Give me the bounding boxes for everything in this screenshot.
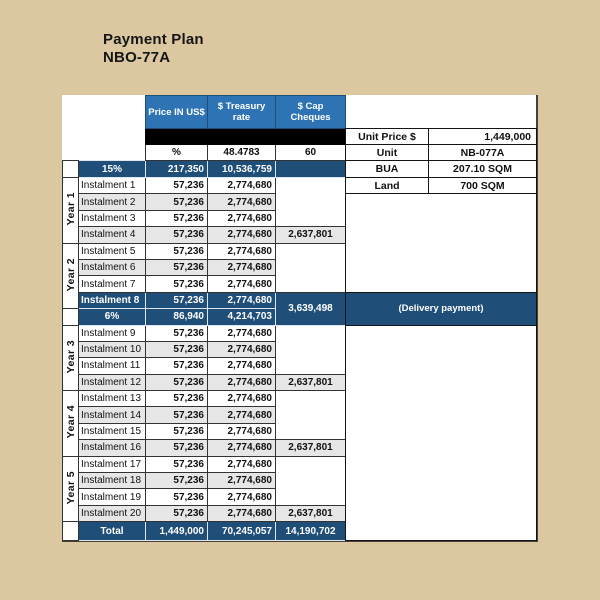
year-1-cell	[63, 178, 79, 244]
corner-blank-cell	[63, 96, 146, 129]
deposit-row	[63, 161, 346, 178]
treasury-cell: 2,774,680	[208, 227, 276, 243]
treasury-cell: 2,774,680	[208, 341, 276, 357]
delivery-treasury: 4,214,703	[208, 309, 276, 325]
empty-box-row	[346, 325, 537, 540]
instalment-label: Instalment 19	[79, 489, 146, 505]
spreadsheet-area	[62, 95, 538, 542]
cheque-count-cell: 60	[276, 145, 346, 161]
price-cell: 57,236	[146, 423, 208, 439]
unit-value: NB-077A	[429, 145, 537, 161]
black-band-row	[63, 129, 346, 145]
unit-label: Unit	[346, 145, 429, 161]
year-3-cell	[63, 325, 79, 391]
price-cell: 57,236	[146, 473, 208, 489]
table-row	[63, 391, 346, 407]
cap-empty-cell	[276, 456, 346, 505]
price-cell: 57,236	[146, 243, 208, 259]
treasury-cell: 2,774,680	[208, 391, 276, 407]
price-cell: 57,236	[146, 374, 208, 390]
treasury-cell: 2,774,680	[208, 276, 276, 292]
total-cap-cheques: 14,190,702	[276, 522, 346, 541]
instalment-label: Instalment 8	[79, 292, 146, 308]
instalment-label: Instalment 4	[79, 227, 146, 243]
payment-plan-table	[62, 95, 346, 541]
total-label: Total	[79, 522, 146, 541]
treasury-cell: 2,774,680	[208, 178, 276, 194]
header-row	[63, 96, 346, 129]
treasury-cell: 2,774,680	[208, 440, 276, 456]
instalment-label: Instalment 3	[79, 210, 146, 226]
year-5-cell	[63, 456, 79, 522]
instalment-label: Instalment 7	[79, 276, 146, 292]
total-price: 1,449,000	[146, 522, 208, 541]
treasury-rate-cell: 48.4783	[208, 145, 276, 161]
table-row	[63, 325, 346, 341]
blank-cell	[63, 129, 146, 145]
price-cell: 57,236	[146, 178, 208, 194]
cap-cheque-value: 2,637,801	[276, 374, 346, 390]
cap-empty-cell	[276, 178, 346, 227]
price-cell: 57,236	[146, 391, 208, 407]
treasury-cell: 2,774,680	[208, 243, 276, 259]
unit-price-row	[346, 129, 537, 145]
blank-cell	[63, 145, 146, 161]
price-cell: 57,236	[146, 407, 208, 423]
deposit-cap-empty	[276, 161, 346, 178]
year-3-label: Year 3	[64, 339, 77, 373]
price-cell: 57,236	[146, 325, 208, 341]
price-cell: 57,236	[146, 456, 208, 472]
deposit-label: 15%	[79, 161, 146, 178]
delivery-note-row	[346, 292, 537, 325]
instalment-label: Instalment 15	[79, 423, 146, 439]
year-spacer-cell	[63, 522, 79, 541]
cap-empty-cell	[276, 325, 346, 374]
instalment-label: Instalment 11	[79, 358, 146, 374]
table-row	[63, 178, 346, 194]
land-row	[346, 178, 537, 194]
cap-cheque-value: 2,637,801	[276, 440, 346, 456]
price-cell: 57,236	[146, 210, 208, 226]
treasury-cell: 2,774,680	[208, 407, 276, 423]
rate-row	[63, 145, 346, 161]
year-spacer-cell	[63, 309, 79, 325]
price-cell: 57,236	[146, 505, 208, 521]
treasury-cell: 2,774,680	[208, 210, 276, 226]
total-treasury: 70,245,057	[208, 522, 276, 541]
unit-price-value: 1,449,000	[429, 129, 537, 145]
year-spacer-cell	[63, 161, 79, 178]
cap-cheque-value: 2,637,801	[276, 505, 346, 521]
land-label: Land	[346, 178, 429, 194]
delivery-percent-label: 6%	[79, 309, 146, 325]
treasury-cell: 2,774,680	[208, 505, 276, 521]
header-treasury: $ Treasury rate	[208, 96, 276, 129]
cap-cheque-value: 2,637,801	[276, 227, 346, 243]
delivery-price: 86,940	[146, 309, 208, 325]
treasury-cell: 2,774,680	[208, 456, 276, 472]
year-2-cell	[63, 243, 79, 309]
treasury-cell: 2,774,680	[208, 292, 276, 308]
year-4-cell	[63, 391, 79, 457]
table-row	[63, 440, 346, 456]
deposit-price: 217,350	[146, 161, 208, 178]
table-row	[63, 243, 346, 259]
instalment-label: Instalment 17	[79, 456, 146, 472]
unit-info-table	[345, 128, 537, 541]
table-row	[63, 292, 346, 308]
instalment-label: Instalment 6	[79, 259, 146, 275]
page-title	[103, 31, 204, 66]
black-band	[146, 129, 346, 145]
treasury-cell: 2,774,680	[208, 259, 276, 275]
table-row	[63, 374, 346, 390]
instalment-label: Instalment 1	[79, 178, 146, 194]
price-cell: 57,236	[146, 292, 208, 308]
cap-empty-cell	[276, 243, 346, 292]
price-cell: 57,236	[146, 440, 208, 456]
instalment-label: Instalment 10	[79, 341, 146, 357]
unit-price-label: Unit Price $	[346, 129, 429, 145]
bua-label: BUA	[346, 161, 429, 178]
price-cell: 57,236	[146, 341, 208, 357]
title-line1: Payment Plan	[103, 31, 204, 48]
price-cell: 57,236	[146, 276, 208, 292]
delivery-payment-note: (Delivery payment)	[346, 292, 537, 325]
bua-row	[346, 161, 537, 178]
header-cap-cheques: $ Cap Cheques	[276, 96, 346, 129]
table-row	[63, 227, 346, 243]
delivery-cap-cheque-value: 3,639,498	[276, 292, 346, 325]
year-2-label: Year 2	[64, 257, 77, 292]
treasury-cell: 2,774,680	[208, 325, 276, 341]
instalment-label: Instalment 16	[79, 440, 146, 456]
year-5-label: Year 5	[64, 470, 77, 505]
treasury-cell: 2,774,680	[208, 489, 276, 505]
price-cell: 57,236	[146, 259, 208, 275]
treasury-cell: 2,774,680	[208, 423, 276, 439]
treasury-cell: 2,774,680	[208, 358, 276, 374]
treasury-cell: 2,774,680	[208, 374, 276, 390]
instalment-label: Instalment 18	[79, 473, 146, 489]
instalment-label: Instalment 14	[79, 407, 146, 423]
instalment-label: Instalment 12	[79, 374, 146, 390]
total-row	[63, 522, 346, 541]
price-cell: 57,236	[146, 358, 208, 374]
instalment-label: Instalment 9	[79, 325, 146, 341]
table-row	[63, 505, 346, 521]
year-4-label: Year 4	[64, 405, 77, 439]
year-1-label: Year 1	[64, 192, 77, 226]
instalment-label: Instalment 5	[79, 243, 146, 259]
instalment-label: Instalment 20	[79, 505, 146, 521]
table-row	[63, 456, 346, 472]
bua-value: 207.10 SQM	[429, 161, 537, 178]
instalment-label: Instalment 2	[79, 194, 146, 210]
unit-row	[346, 145, 537, 161]
empty-box	[346, 325, 537, 540]
cap-empty-cell	[276, 391, 346, 440]
header-price: Price IN US$	[146, 96, 208, 129]
percent-symbol-cell: %	[146, 145, 208, 161]
land-value: 700 SQM	[429, 178, 537, 194]
treasury-cell: 2,774,680	[208, 194, 276, 210]
treasury-cell: 2,774,680	[208, 473, 276, 489]
instalment-label: Instalment 13	[79, 391, 146, 407]
price-cell: 57,236	[146, 227, 208, 243]
title-line2: NBO-77A	[103, 48, 171, 66]
price-cell: 57,236	[146, 489, 208, 505]
price-cell: 57,236	[146, 194, 208, 210]
empty-box	[346, 194, 537, 292]
empty-box-row	[346, 194, 537, 292]
deposit-treasury: 10,536,759	[208, 161, 276, 178]
